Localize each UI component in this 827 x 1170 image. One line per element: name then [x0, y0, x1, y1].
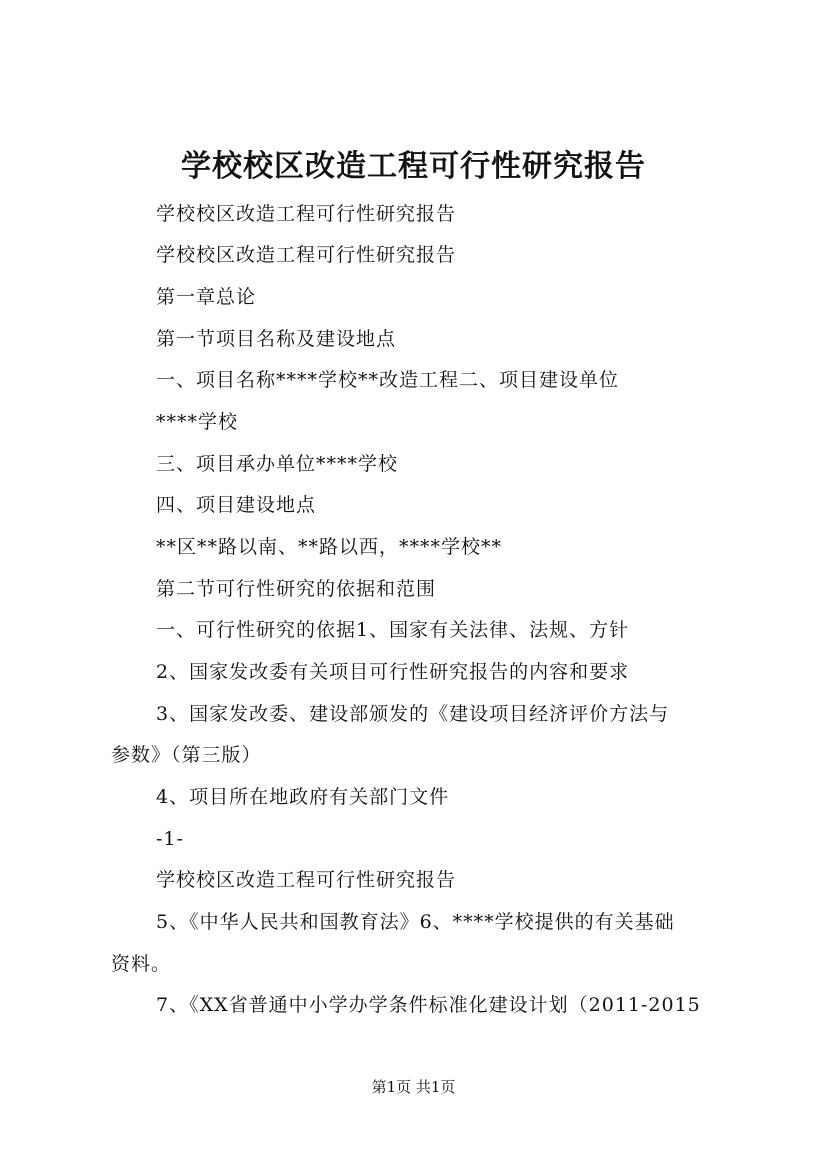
text-line: 7、《XX省普通中小学办学条件标准化建设计划（2011-2015 [156, 994, 701, 1016]
text-line: 4、项目所在地政府有关部门文件 [156, 786, 450, 808]
document-title: 学校校区改造工程可行性研究报告 [181, 149, 646, 184]
text-line: 一、可行性研究的依据1、国家有关法律、法规、方针 [156, 619, 630, 641]
text-line: 参数》（第三版） [111, 744, 262, 766]
text-line: 学校校区改造工程可行性研究报告 [156, 244, 457, 266]
chapter-heading: 第一章总论 [156, 286, 257, 308]
text-line: **区**路以南、**路以西，****学校** [156, 536, 503, 558]
text-line: ****学校 [156, 411, 239, 433]
page-number-marker: -1- [156, 828, 184, 850]
text-line: 5、《中华人民共和国教育法》6、****学校提供的有关基础 [156, 911, 675, 933]
section-heading: 第二节可行性研究的依据和范围 [156, 578, 437, 600]
text-line: 资料。 [111, 953, 172, 975]
text-line: 3、国家发改委、建设部颁发的《建设项目经济评价方法与 [156, 703, 670, 725]
text-line: 2、国家发改委有关项目可行性研究报告的内容和要求 [156, 661, 630, 683]
text-line: 三、项目承办单位****学校 [156, 453, 399, 475]
page-footer: 第1页 共1页 [371, 1078, 456, 1096]
text-line: 学校校区改造工程可行性研究报告 [156, 203, 457, 225]
running-header: 学校校区改造工程可行性研究报告 [156, 869, 457, 891]
section-heading: 第一节项目名称及建设地点 [156, 328, 397, 350]
text-line: 一、项目名称****学校**改造工程二、项目建设单位 [156, 369, 620, 391]
text-line: 四、项目建设地点 [156, 494, 317, 516]
